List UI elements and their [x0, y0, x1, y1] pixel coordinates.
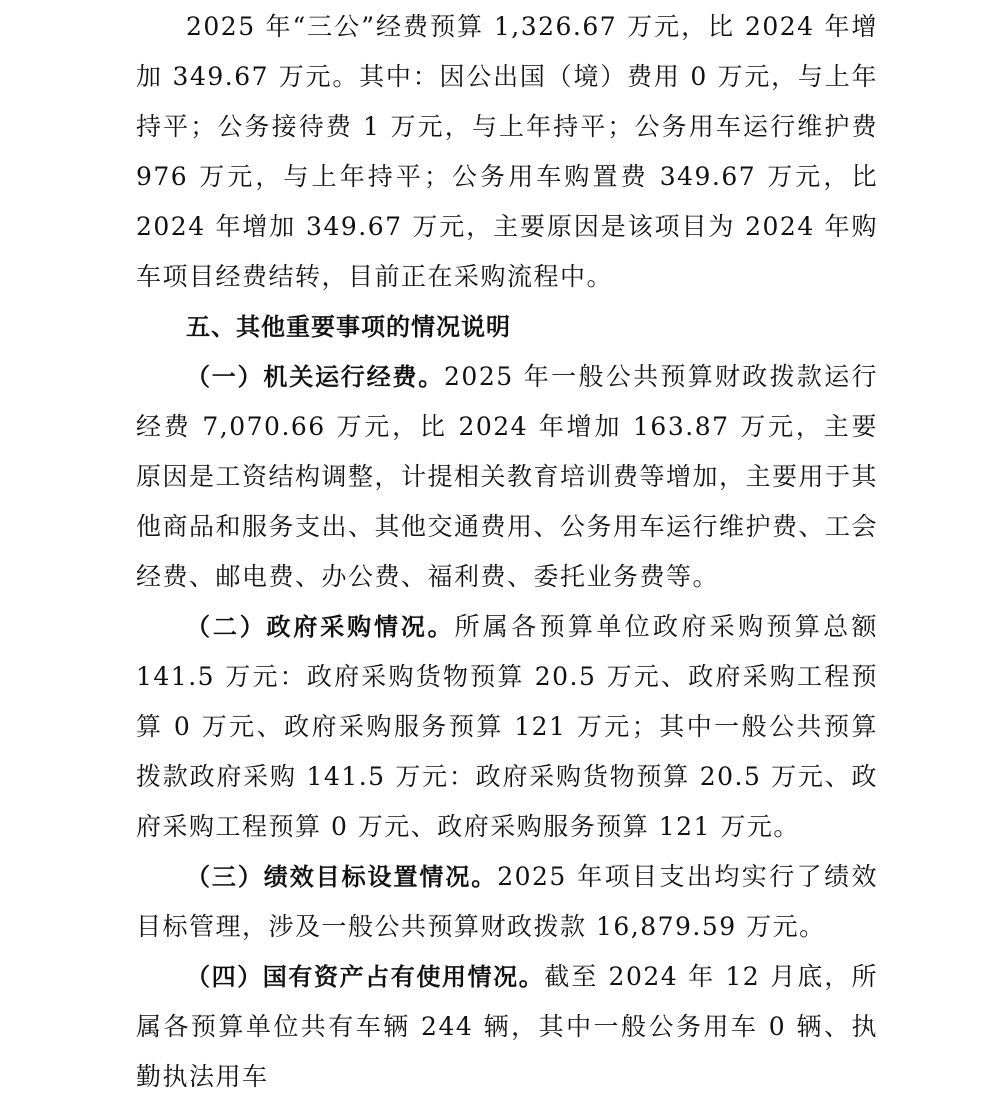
- paragraph-agency-operating-expenses: [136, 352, 878, 602]
- subsection-body-assets: 截至 2024 年 12 月底，所属各预算单位共有车辆 244 辆，其中一般公务用车 0 辆、执勤执法用车: [136, 962, 878, 1091]
- document-page: [136, 0, 878, 1102]
- subsection-title-assets: （四）国有资产占有使用情况。: [186, 963, 545, 991]
- paragraph-state-assets: [136, 952, 878, 1102]
- paragraph-performance-targets: [136, 852, 878, 952]
- section-heading-other-matters: 五、其他重要事项的情况说明: [186, 313, 511, 341]
- subsection-title-operating-expenses: （一）机关运行经费。: [186, 363, 445, 391]
- subsection-body-performance: 2025 年项目支出均实行了绩效目标管理，涉及一般公共预算财政拨款 16,879.59 万元。: [136, 862, 879, 941]
- subsection-body-operating-expenses: 2025 年一般公共预算财政拨款运行经费 7,070.66 万元，比 2024 年增加 163.87 万元，主要原因是工资结构调整，计提相关教育培训费等增加，主要用于其他商品和服务支出、其他交通费用、公务用车运行维护费、工会经费、邮电费、办公费、福利费、委托业务费等。: [136, 362, 879, 591]
- paragraph-three-public-expenses: 2025 年“三公”经费预算 1,326.67 万元，比 2024 年增加 349.67 万元。其中：因公出国（境）费用 0 万元，与上年持平；公务接待费 1 万元，与上年持平；公务用车运行维护费 976 万元，与上年持平；公务用车购置费 349.67 万元，比 2024 年增加 349.67 万元，主要原因是该项目为 2024 年购车项目经费结转，目前正在采购流程中。: [136, 12, 878, 291]
- subsection-title-procurement: （二）政府采购情况。: [186, 613, 455, 641]
- subsection-body-procurement: 所属各预算单位政府采购预算总额 141.5 万元：政府采购货物预算 20.5 万元、政府采购工程预算 0 万元、政府采购服务预算 121 万元；其中一般公共预算拨款政府采购 141.5 万元：政府采购货物预算 20.5 万元、政府采购工程预算 0 万元、政府采购服务预算 121 万元。: [136, 612, 878, 841]
- subsection-title-performance: （三）绩效目标设置情况。: [186, 863, 498, 891]
- paragraph-government-procurement: [136, 602, 878, 852]
